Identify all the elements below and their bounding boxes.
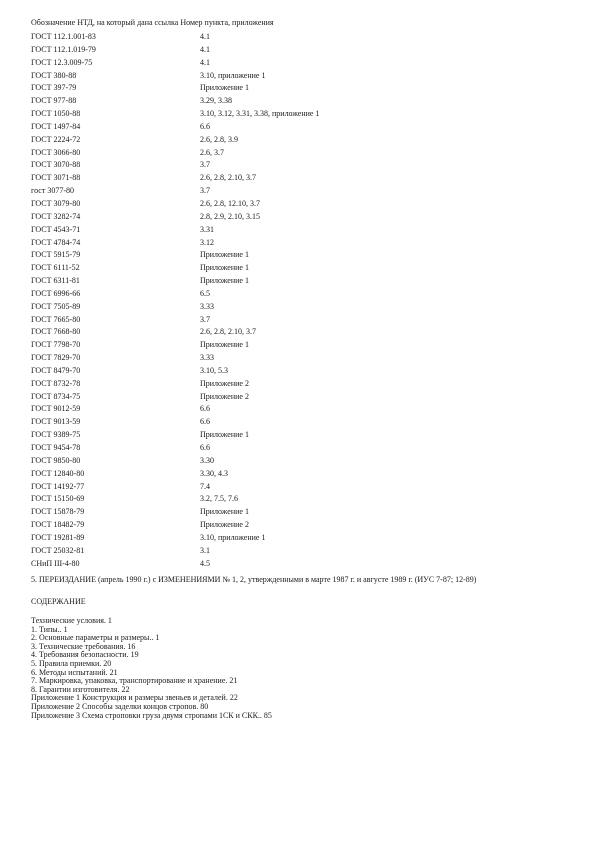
clause-reference: Приложение 1 — [200, 83, 249, 93]
edition-note: 5. ПЕРЕИЗДАНИЕ (апрель 1990 г.) с ИЗМЕНЕНИЯМИ № 1, 2, утвержденными в марте 1987 г. и августе 1989 г. (ИУС 7-87; 12-89) — [31, 575, 477, 584]
table-row — [31, 172, 500, 185]
clause-reference: 2.6, 2.8, 3.9 — [200, 134, 238, 144]
table-row — [31, 134, 500, 147]
clause-reference: 4.1 — [200, 57, 210, 67]
document-designation: ГОСТ 3071-88 — [31, 173, 81, 183]
table-row — [31, 224, 500, 237]
table-row — [31, 429, 500, 442]
clause-reference: 3.31 — [200, 224, 214, 234]
document-designation: ГОСТ 397-79 — [31, 83, 77, 93]
table-row — [31, 545, 500, 558]
clause-reference: Приложение 1 — [200, 340, 249, 350]
table-row — [31, 211, 500, 224]
document-designation: ГОСТ 7798-70 — [31, 340, 81, 350]
clause-reference: 6.5 — [200, 288, 210, 298]
document-designation: ГОСТ 8734-75 — [31, 391, 81, 401]
contents-item: Приложение 3 Схема строповки груза двумя стропами 1СК и СКК.. 85 — [31, 710, 272, 720]
table-row — [31, 198, 500, 211]
clause-reference: 4.1 — [200, 44, 210, 54]
document-designation: ГОСТ 977-88 — [31, 96, 77, 106]
table-row — [31, 185, 500, 198]
document-designation: ГОСТ 2224-72 — [31, 134, 81, 144]
clause-reference: 6.6 — [200, 443, 210, 452]
clause-reference: 3.2, 7.5, 7.6 — [200, 494, 238, 504]
contents-item: Технические условия. 1 — [31, 616, 112, 625]
document-designation: ГОСТ 3079-80 — [31, 198, 81, 208]
clause-reference: 3.33 — [200, 301, 214, 311]
table-row — [31, 82, 500, 95]
table-row — [31, 416, 500, 429]
document-designation: ГОСТ 380-88 — [31, 70, 77, 80]
contents-item: 3. Технические требования. 16 — [31, 641, 136, 651]
table-row — [31, 262, 500, 275]
contents-item: 4. Требования безопасности. 19 — [31, 650, 139, 660]
document-designation: ГОСТ 19281-89 — [31, 532, 85, 542]
table-row — [31, 532, 500, 545]
clause-reference: 3.33 — [200, 353, 214, 363]
clause-reference: 3.10, 3.12, 3.31, 3.38, приложение 1 — [200, 109, 320, 119]
document-designation: ГОСТ 7505-89 — [31, 301, 81, 311]
contents-item: 1. Типы.. 1 — [31, 624, 68, 634]
table-row — [31, 391, 500, 404]
contents-item: Приложение 2 Способы заделки концов стропов. 80 — [31, 701, 209, 711]
table-row — [31, 455, 500, 468]
table-row — [31, 314, 500, 327]
clause-reference: Приложение 1 — [200, 250, 249, 260]
document-designation: ГОСТ 7665-80 — [31, 314, 81, 324]
document-designation: ГОСТ 6311-81 — [31, 276, 80, 286]
table-row — [31, 44, 500, 57]
document-designation: ГОСТ 9012-59 — [31, 404, 81, 414]
table-row — [31, 159, 500, 172]
clause-reference: 6.6 — [200, 404, 210, 414]
clause-reference: 3.10, 5.3 — [200, 365, 228, 375]
table-row — [31, 481, 500, 494]
clause-reference: 3.10, приложение 1 — [200, 532, 266, 542]
clause-reference: 3.7 — [200, 160, 210, 170]
table-row — [31, 95, 500, 108]
document-designation: ГОСТ 112.1.001-83 — [31, 32, 96, 41]
document-designation: ГОСТ 1050-88 — [31, 109, 81, 119]
clause-reference: Приложение 1 — [200, 276, 249, 286]
clause-reference: 3.12 — [200, 237, 214, 247]
table-row — [31, 108, 500, 121]
clause-reference: 3.7 — [200, 186, 210, 196]
table-row — [31, 301, 500, 314]
document-designation: ГОСТ 9850-80 — [31, 455, 81, 465]
table-row — [31, 352, 500, 365]
table-row — [31, 493, 500, 506]
document-designation: ГОСТ 25032-81 — [31, 545, 85, 555]
clause-reference: 2.6, 2.8, 2.10, 3.7 — [200, 173, 256, 183]
table-row — [31, 147, 500, 160]
table-row — [31, 558, 500, 571]
table-row — [31, 249, 500, 262]
clause-reference: Приложение 2 — [200, 520, 249, 530]
document-designation: ГОСТ 9013-59 — [31, 417, 81, 427]
clause-reference: 4.1 — [200, 32, 210, 41]
table-row — [31, 506, 500, 519]
document-designation: ГОСТ 7829-70 — [31, 353, 81, 363]
clause-reference: 3.7 — [200, 314, 210, 324]
clause-reference: 3.1 — [200, 545, 210, 555]
contents-item: 8. Гарантии изготовителя. 22 — [31, 684, 130, 694]
document-designation: ГОСТ 7668-80 — [31, 327, 81, 337]
document-designation: ГОСТ 14192-77 — [31, 481, 85, 491]
table-row — [31, 31, 500, 44]
document-designation: ГОСТ 3070-88 — [31, 160, 81, 170]
clause-reference: Приложение 1 — [200, 430, 249, 440]
document-designation: ГОСТ 18482-79 — [31, 520, 85, 530]
clause-reference: 6.6 — [200, 121, 210, 131]
document-designation: ГОСТ 12840-80 — [31, 468, 85, 478]
references-table — [31, 31, 500, 570]
table-row — [31, 70, 500, 83]
document-designation: ГОСТ 1497-84 — [31, 121, 81, 131]
table-header: Обозначение НТД, на который дана ссылка Номер пункта, приложения — [31, 18, 274, 27]
clause-reference: 3.10, приложение 1 — [200, 70, 266, 80]
document-designation: СНиП III-4-80 — [31, 558, 80, 568]
document-designation: ГОСТ 8479-70 — [31, 365, 81, 375]
contents-item: 2. Основные параметры и размеры.. 1 — [31, 633, 160, 643]
document-designation: ГОСТ 15150-69 — [31, 494, 85, 504]
table-row — [31, 288, 500, 301]
clause-reference: 2.6, 2.8, 12.10, 3.7 — [200, 198, 260, 208]
clause-reference: 3.30, 4.3 — [200, 468, 228, 478]
contents-item: 7. Маркировка, упаковка, транспортирование и хранение. 21 — [31, 676, 238, 686]
document-designation: ГОСТ 112.1.019-79 — [31, 44, 96, 54]
document-designation: ГОСТ 4784-74 — [31, 237, 81, 247]
document-designation: ГОСТ 6111-52 — [31, 263, 80, 273]
document-designation: ГОСТ 3282-74 — [31, 211, 81, 221]
table-row — [31, 403, 500, 416]
clause-reference: 2.6, 2.8, 2.10, 3.7 — [200, 327, 256, 337]
clause-reference: Приложение 1 — [200, 507, 249, 517]
clause-reference: 6.6 — [200, 417, 210, 427]
table-row — [31, 57, 500, 70]
clause-reference: 7.4 — [200, 481, 210, 491]
document-designation: ГОСТ 6996-66 — [31, 288, 81, 298]
document-designation: ГОСТ 9389-75 — [31, 430, 81, 440]
document-designation: ГОСТ 12.3.009-75 — [31, 57, 93, 67]
table-row — [31, 365, 500, 378]
document-designation: ГОСТ 9454-78 — [31, 443, 81, 452]
document-designation: ГОСТ 4543-71 — [31, 224, 81, 234]
document-designation: ГОСТ 5915-79 — [31, 250, 81, 260]
clause-reference: 4.5 — [200, 558, 210, 568]
document-designation: ГОСТ 15878-79 — [31, 507, 85, 517]
document-designation: гост 3077-80 — [31, 186, 74, 196]
document-designation: ГОСТ 3066-80 — [31, 147, 81, 157]
table-row — [31, 339, 500, 352]
table-row — [31, 121, 500, 134]
document-designation: ГОСТ 8732-78 — [31, 378, 81, 388]
clause-reference: Приложение 2 — [200, 391, 249, 401]
contents-list — [31, 617, 272, 720]
table-row — [31, 378, 500, 391]
clause-reference: Приложение 2 — [200, 378, 249, 388]
table-row — [31, 519, 500, 532]
clause-reference: Приложение 1 — [200, 263, 249, 273]
table-row — [31, 326, 500, 339]
contents-item: 5. Правила приемки. 20 — [31, 658, 112, 668]
clause-reference: 2.8, 2.9, 2.10, 3.15 — [200, 211, 260, 221]
table-row — [31, 237, 500, 250]
clause-reference: 3.30 — [200, 455, 214, 465]
table-row — [31, 442, 500, 455]
clause-reference: 3.29, 3.38 — [200, 96, 232, 106]
contents-item: Приложение 1 Конструкция и размеры звеньев и деталей. 22 — [31, 693, 238, 703]
contents-title: СОДЕРЖАНИЕ — [31, 597, 86, 606]
contents-item: 6. Методы испытаний. 21 — [31, 667, 118, 677]
table-row — [31, 468, 500, 481]
table-row — [31, 275, 500, 288]
clause-reference: 2.6, 3.7 — [200, 147, 224, 157]
